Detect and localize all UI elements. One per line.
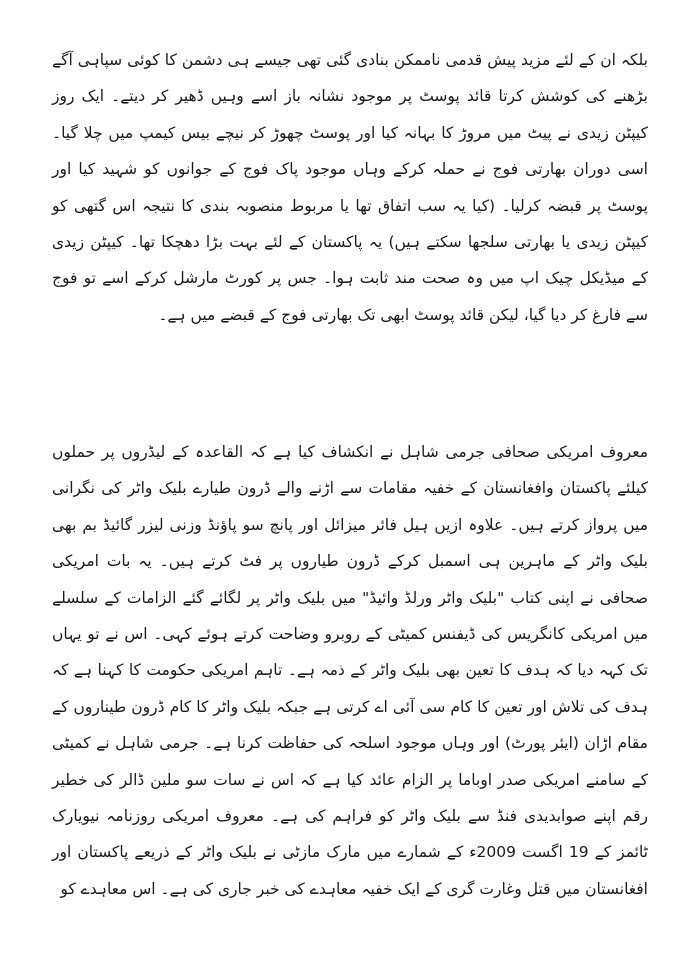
paragraph-blackwater: معروف امریکی صحافی جرمی شاہل نے انکشاف کیا ہے کہ القاعدہ کے لیڈروں پر حملوں کیلئے پاکستان وافغانستان کے خفیہ مقامات سے اڑنے والے ڈرون طیارے بلیک واٹر کی نگرانی میں پرواز کرتے ہیں۔ علاوہ ازیں ہیل فائر میزائل اور پانچ سو پاؤنڈ وزنی لیزر گائیڈ بم بھی بلیک واٹر کے ماہرین ہی اسمبل کرکے ڈرون طیاروں پر فٹ کرتے ہیں۔ یہ بات امریکی صحافی نے اپنی کتاب "بلیک واٹر ورلڈ وائیڈ" میں بلیک واٹر پر لگائے گئے الزامات کے سلسلے میں امریکی کانگریس کی ڈیفنس کمیٹی کے روبرو وضاحت کرتے ہوئے کہی۔ اس نے تو یہاں تک کہہ دیا کہ ہدف کا تعین بھی بلیک واٹر کے ذمہ ہے۔ تاہم امریکی حکومت کا کہنا ہے کہ ہدف کی تلاش اور تعین کا کام سی آئی اے کرتی ہے جبکہ بلیک واٹر کا کام ڈرون طیناروں کے مقام اڑان (ایئر پورٹ) اور وہاں موجود اسلحہ کی حفاظت کرنا ہے۔ جرمی شاہل نے کمیٹی کے سامنے امریکی صدر اوباما پر الزام عائد کیا ہے کہ اس نے سات سو ملین ڈالر کی خطیر رقم اپنے صوابدیدی فنڈ سے بلیک واٹر کو فراہم کی ہے۔ معروف امریکی روزنامہ نیویارک ٹائمز کے 19 اگست 2009ء کے شمارے میں مارک مازٹی نے بلیک واٹر کے ذریعے پاکستان اور افغانستان میں قتل وغارت گری کے ایک خفیہ معاہدے کی خبر جاری کی ہے۔ اس معاہدے کو [52, 443, 648, 898]
paragraph-qaid-post: بلکہ ان کے لئے مزید پیش قدمی ناممکن بنادی گئی تھی جیسے ہی دشمن کا کوئی سپاہی آگے بڑھنے کی کوشش کرتا قائد پوسٹ پر موجود نشانہ باز اسے وہیں ڈھیر کر دیتے۔ ایک روز کیپٹن زیدی نے پیٹ میں مروڑ کا بہانہ کیا اور پوسٹ چھوڑ کر نیچے بیس کیمپ میں چلا گیا۔ اسی دوران بھارتی فوج نے حملہ کرکے وہاں موجود پاک فوج کے جوانوں کو شہید کیا اور پوسٹ پر قبضہ کرلیا۔ (کیا یہ سب اتفاق تھا یا مربوط منصوبہ بندی کا نتیجہ اس گتھی کو کیپٹن زیدی یا بھارتی سلجھا سکتے ہیں) یہ پاکستان کے لئے بہت بڑا دھچکا تھا۔ کیپٹن زیدی کے میڈیکل چیک اپ میں وہ صحت مند ثابت ہوا۔ جس پر کورٹ مارشل کرکے اسے تو فوج سے فارغ کر دیا گیا، لیکن قائد پوسٹ ابھی تک بھارتی فوج کے قبضے میں ہے۔ [52, 51, 648, 324]
